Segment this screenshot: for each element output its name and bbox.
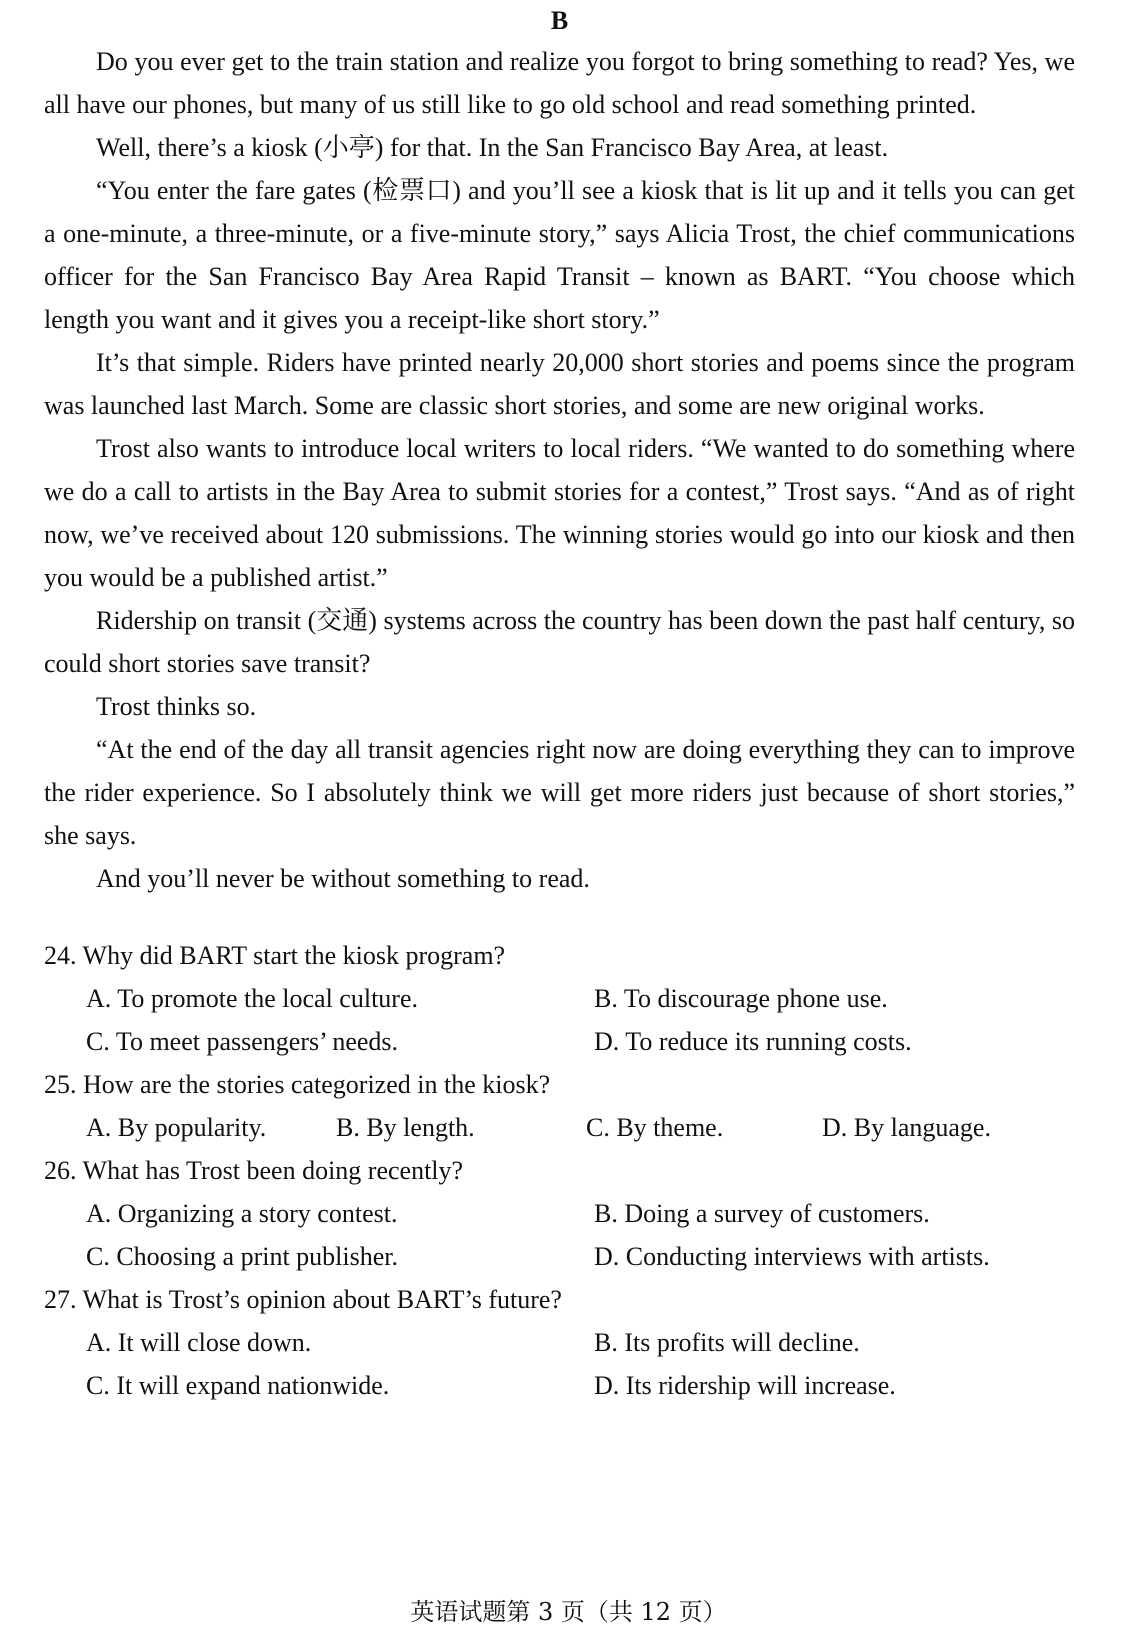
question-24 bbox=[44, 934, 1075, 1063]
option-b: B. To discourage phone use. bbox=[594, 984, 888, 1013]
question-stem: 26. What has Trost been doing recently? bbox=[44, 1156, 464, 1185]
option-b: B. By length. bbox=[336, 1113, 475, 1142]
option-b: B. Its profits will decline. bbox=[594, 1328, 860, 1357]
option-d: D. By language. bbox=[822, 1113, 991, 1142]
option-d: D. Its ridership will increase. bbox=[594, 1371, 896, 1400]
section-title: B bbox=[550, 6, 569, 35]
option-a: A. By popularity. bbox=[86, 1113, 267, 1142]
question-list bbox=[44, 934, 1075, 1407]
answer-options bbox=[44, 1321, 1075, 1407]
question-25 bbox=[44, 1063, 1075, 1149]
page-footer: 英语试题第 3 页（共 12 页） bbox=[410, 1598, 727, 1626]
answer-options bbox=[44, 977, 1075, 1063]
passage-paragraph: “At the end of the day all transit agencies right now are doing everything they can to improve the rider experience. So I absolutely think we will get more riders just because of short stories,” she says. bbox=[44, 735, 1075, 850]
option-c: C. Choosing a print publisher. bbox=[86, 1242, 398, 1271]
passage-paragraph: “You enter the fare gates (检票口) and you’ll see a kiosk that is lit up and it tells you can get a one-minute, a three-minute, or a five-minute story,” says Alicia Trost, the chief communications officer for the San Francisco Bay Area Rapid Transit – known as BART. “You choose which length you want and it gives you a receipt-like short story.” bbox=[44, 176, 1075, 334]
option-d: D. To reduce its running costs. bbox=[594, 1027, 912, 1056]
question-stem: 27. What is Trost’s opinion about BART’s future? bbox=[44, 1285, 562, 1314]
reading-passage bbox=[44, 40, 1075, 900]
question-26 bbox=[44, 1149, 1075, 1278]
option-c: C. To meet passengers’ needs. bbox=[86, 1027, 399, 1056]
option-c: C. It will expand nationwide. bbox=[86, 1371, 390, 1400]
passage-paragraph: It’s that simple. Riders have printed nearly 20,000 short stories and poems since the program was launched last March. Some are classic short stories, and some are new original works. bbox=[44, 348, 1075, 420]
passage-paragraph: Trost also wants to introduce local writers to local riders. “We wanted to do something where we do a call to artists in the Bay Area to submit stories for a contest,” Trost says. “And as of right now, we’ve received about 120 submissions. The winning stories would go into our kiosk and then you would be a published artist.” bbox=[44, 434, 1075, 592]
passage-paragraph: Do you ever get to the train station and realize you forgot to bring something to read? Yes, we all have our phones, but many of us still like to go old school and read something printed. bbox=[44, 47, 1075, 119]
option-b: B. Doing a survey of customers. bbox=[594, 1199, 930, 1228]
option-a: A. Organizing a story contest. bbox=[86, 1199, 398, 1228]
answer-options bbox=[44, 1106, 1075, 1149]
question-27 bbox=[44, 1278, 1075, 1407]
question-stem: 24. Why did BART start the kiosk program? bbox=[44, 941, 506, 970]
option-d: D. Conducting interviews with artists. bbox=[594, 1242, 990, 1271]
question-stem: 25. How are the stories categorized in the kiosk? bbox=[44, 1070, 551, 1099]
option-c: C. By theme. bbox=[586, 1113, 724, 1142]
option-a: A. It will close down. bbox=[86, 1328, 312, 1357]
passage-paragraph: Ridership on transit (交通) systems across the country has been down the past half century, so could short stories save transit? bbox=[44, 606, 1075, 678]
passage-paragraph: Well, there’s a kiosk (小亭) for that. In the San Francisco Bay Area, at least. bbox=[96, 133, 889, 162]
passage-paragraph: And you’ll never be without something to read. bbox=[96, 864, 590, 893]
option-a: A. To promote the local culture. bbox=[86, 984, 418, 1013]
passage-paragraph: Trost thinks so. bbox=[96, 692, 257, 721]
answer-options bbox=[44, 1192, 1075, 1278]
